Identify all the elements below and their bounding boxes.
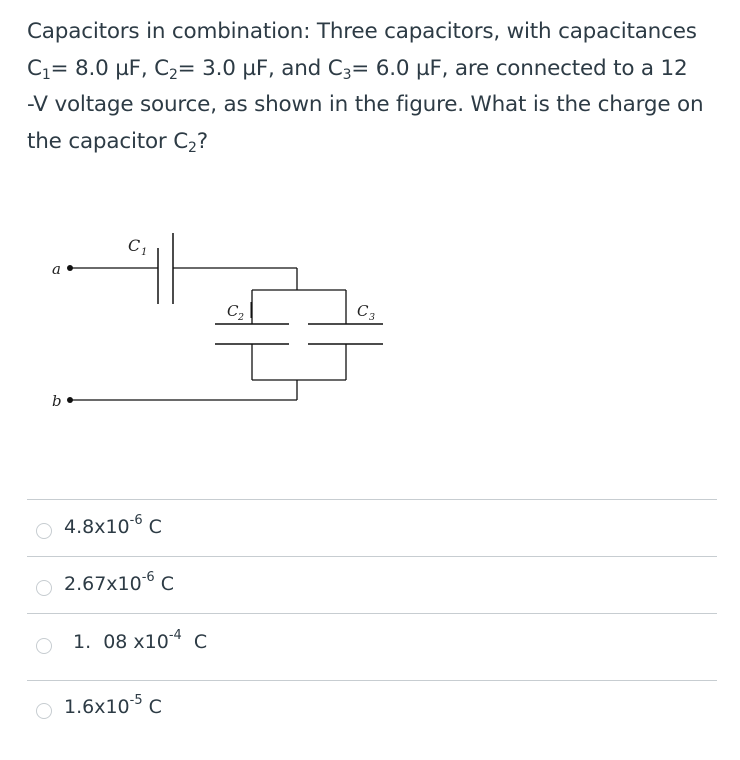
answer-exponent: -6	[141, 570, 155, 585]
c2-value: = 3.0 µF, and	[177, 55, 322, 81]
answer-exponent: -4	[168, 628, 182, 643]
answer-option[interactable]	[27, 680, 717, 737]
answer-exponent: -5	[129, 693, 143, 708]
answer-label[interactable]	[64, 513, 162, 538]
c1-value: = 8.0 µF,	[50, 55, 148, 81]
radio-button[interactable]	[36, 580, 52, 596]
c2-diagram-sub: 2	[238, 312, 245, 323]
answer-mantissa: 2.67x10	[64, 573, 142, 595]
question-line-3: -V voltage source, as shown in the figure. What is the charge on	[27, 92, 704, 117]
radio-button[interactable]	[36, 638, 52, 654]
question-line-4	[27, 124, 717, 161]
answer-mantissa: 1.6x10	[64, 696, 130, 718]
c1-diagram-sub: 1	[141, 247, 148, 258]
answer-label[interactable]	[64, 570, 175, 595]
question-line-1: Capacitors in combination: Three capacitors, with capacitances	[27, 19, 697, 44]
answer-label[interactable]	[73, 628, 208, 653]
answer-unit: C	[142, 696, 162, 718]
c2-label: C	[154, 55, 169, 81]
c1-label: C	[27, 55, 42, 81]
c2-diagram-label: C	[227, 302, 239, 320]
circuit-diagram	[40, 220, 400, 420]
c1-diagram-label: C	[128, 236, 141, 255]
answer-unit: C	[142, 516, 162, 538]
c3-value: = 6.0 µF, are connected to a 12	[351, 55, 688, 81]
c1-subscript: 1	[41, 66, 51, 83]
radio-button[interactable]	[36, 523, 52, 539]
answer-list	[27, 499, 717, 737]
answer-mantissa: 1. 08 x10	[73, 631, 169, 653]
c3-label: C	[327, 55, 343, 81]
terminal-b-dot	[67, 397, 73, 403]
c2-subscript: 2	[168, 66, 178, 83]
c3-diagram-sub: 3	[369, 312, 376, 323]
answer-mantissa: 4.8x10	[64, 516, 130, 538]
circuit-figure	[40, 220, 400, 420]
answer-unit: C	[181, 631, 208, 653]
answer-option[interactable]	[27, 556, 717, 613]
c3-diagram-label: C	[357, 302, 369, 320]
terminal-a-label: a	[52, 260, 61, 278]
answer-exponent: -6	[129, 513, 143, 528]
radio-button[interactable]	[36, 703, 52, 719]
question-line-2	[27, 51, 717, 88]
answer-option[interactable]	[27, 499, 717, 556]
line4-subscript: 2	[188, 139, 197, 156]
line4-suffix: ?	[196, 128, 208, 154]
answer-label[interactable]	[64, 693, 162, 718]
c3-subscript: 3	[342, 66, 352, 83]
answer-unit: C	[154, 573, 175, 595]
question-text	[27, 14, 717, 160]
line4-prefix: the capacitor C	[27, 128, 189, 154]
answer-option[interactable]	[27, 613, 717, 680]
terminal-b-label: b	[52, 392, 62, 410]
